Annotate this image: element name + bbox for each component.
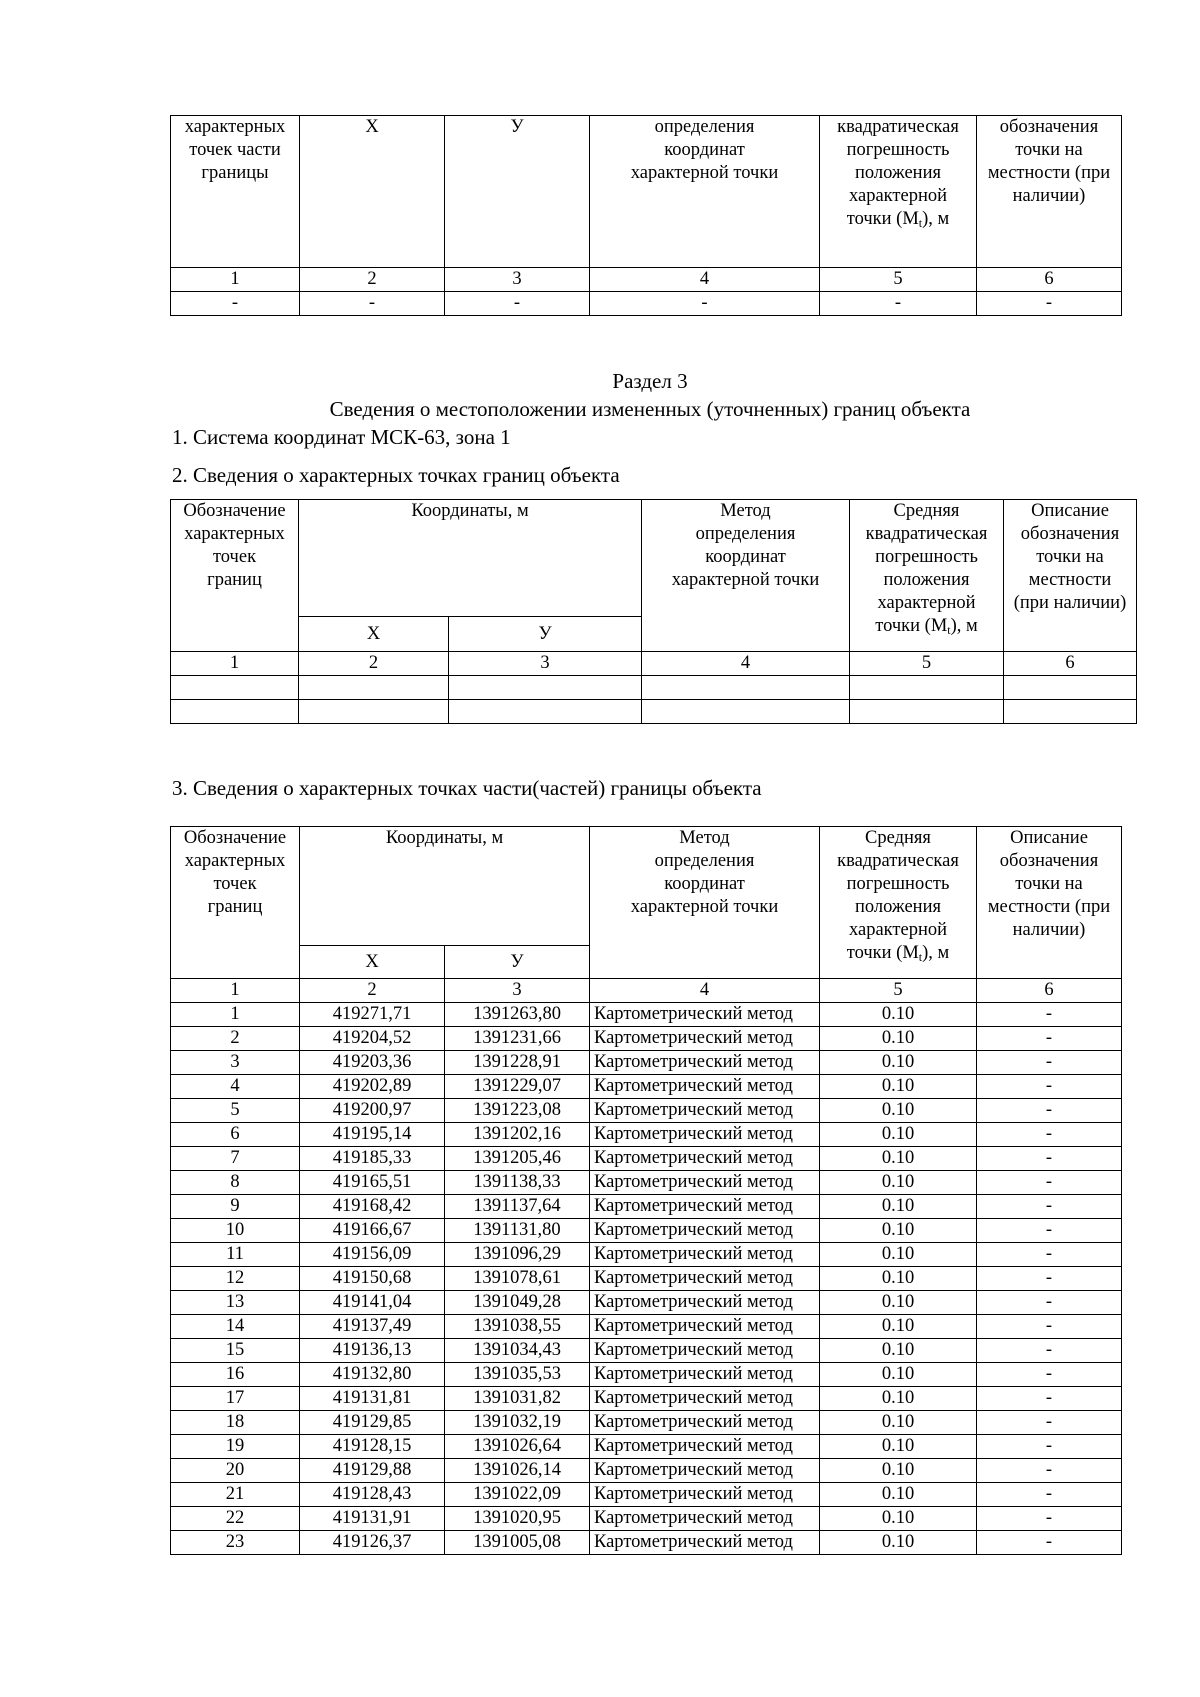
table-cell: - [445,292,590,316]
col-number: 5 [820,268,977,292]
table-row [171,1123,1122,1147]
table-cell: 1391131,80 [445,1219,590,1243]
table-cell: 0.10 [820,1483,977,1507]
table-row [171,1099,1122,1123]
table-row [171,1003,1122,1027]
table-cell: 1391223,08 [445,1099,590,1123]
table-cell: 0.10 [820,1459,977,1483]
part-boundary-points-heading: 3. Сведения о характерных точках части(частей) границы объекта [172,776,762,800]
header-x: Х [300,116,445,268]
table-cell: Картометрический метод [590,1315,820,1339]
table-cell: Картометрический метод [590,1507,820,1531]
table-row [171,1267,1122,1291]
table-cell: - [590,292,820,316]
table-1-col-numbers [171,268,1122,292]
header-x: Х [299,617,449,652]
table-cell: 1391022,09 [445,1483,590,1507]
table-cell: Картометрический метод [590,1291,820,1315]
table-cell: 419132,80 [300,1363,445,1387]
col-number: 2 [300,268,445,292]
header-error: Средняя квадратическая погрешность положения характерной точки $(M_t)$, м [820,827,977,979]
table-cell: 1391078,61 [445,1267,590,1291]
table-cell: - [171,292,300,316]
header-method: Метод определения координат характерной точки [642,500,850,652]
col-number: 1 [171,268,300,292]
col-number: 4 [590,979,820,1003]
table-row [171,1075,1122,1099]
table-cell: Картометрический метод [590,1243,820,1267]
table-cell: 0.10 [820,1075,977,1099]
header-description: обозначения точки на местности (при наличии) [977,116,1122,268]
table-cell: 419204,52 [300,1027,445,1051]
table-cell: 1391231,66 [445,1027,590,1051]
header-designation: Обозначение характерных точек границ [171,500,299,652]
table-cell: 0.10 [820,1531,977,1555]
table-row [171,1531,1122,1555]
header-description: Описание обозначения точки на местности (при наличии) [1004,500,1137,652]
table-cell: Картометрический метод [590,1339,820,1363]
table-cell: 0.10 [820,1171,977,1195]
header-designation: Обозначение характерных точек границ [171,827,300,979]
table-cell: 17 [171,1387,300,1411]
table-cell: - [977,1171,1122,1195]
table-cell: 419131,81 [300,1387,445,1411]
col-number: 3 [445,268,590,292]
table-row [171,1435,1122,1459]
col-number: 4 [590,268,820,292]
table-cell: - [977,1003,1122,1027]
table-cell: 0.10 [820,1339,977,1363]
header-method: определения координат характерной точки [590,116,820,268]
col-number: 3 [445,979,590,1003]
table-cell: 1391096,29 [445,1243,590,1267]
table-cell: - [977,1099,1122,1123]
table-cell: - [977,1291,1122,1315]
table-cell: Картометрический метод [590,1075,820,1099]
table-cell: 14 [171,1315,300,1339]
table-cell: 419166,67 [300,1219,445,1243]
table-cell: 0.10 [820,1387,977,1411]
table-cell: 419131,91 [300,1507,445,1531]
table-cell: - [977,1531,1122,1555]
table-cell: 419168,42 [300,1195,445,1219]
table-cell: Картометрический метод [590,1363,820,1387]
table-cell: 419129,85 [300,1411,445,1435]
table-row [171,1507,1122,1531]
table-cell: 419195,14 [300,1123,445,1147]
table-row [171,1027,1122,1051]
table-cell: 1391035,53 [445,1363,590,1387]
table-cell: 3 [171,1051,300,1075]
table-cell: Картометрический метод [590,1027,820,1051]
table-row [171,1459,1122,1483]
table-cell: 419165,51 [300,1171,445,1195]
table-cell: - [977,1435,1122,1459]
table-row [171,1243,1122,1267]
table-cell: - [977,1387,1122,1411]
table-cell: 1391229,07 [445,1075,590,1099]
table-cell: Картометрический метод [590,1099,820,1123]
table-cell: 419136,13 [300,1339,445,1363]
table-row [171,1483,1122,1507]
table-cell: - [977,1051,1122,1075]
table-cell: - [977,1243,1122,1267]
table-cell: - [977,1459,1122,1483]
table-cell: 1391038,55 [445,1315,590,1339]
table-cell: 2 [171,1027,300,1051]
table-cell: 419200,97 [300,1099,445,1123]
table-cell: 1391005,08 [445,1531,590,1555]
table-3-part-boundary-points [170,826,1122,1555]
table-cell: 8 [171,1171,300,1195]
table-cell: 1391049,28 [445,1291,590,1315]
table-cell: 419271,71 [300,1003,445,1027]
header-designation: характерных точек части границы [171,116,300,268]
header-description: Описание обозначения точки на местности (при наличии) [977,827,1122,979]
table-cell: 0.10 [820,1147,977,1171]
table-cell: 11 [171,1243,300,1267]
table-cell: 9 [171,1195,300,1219]
table-cell: 5 [171,1099,300,1123]
table-cell: 0.10 [820,1267,977,1291]
table-cell: Картометрический метод [590,1195,820,1219]
table-cell: - [977,1027,1122,1051]
header-x: Х [300,946,445,979]
table-cell: - [977,1267,1122,1291]
table-cell: 0.10 [820,1219,977,1243]
col-number: 5 [850,652,1004,676]
table-cell: Картометрический метод [590,1003,820,1027]
table-cell: 0.10 [820,1411,977,1435]
table-cell: 1391205,46 [445,1147,590,1171]
table-cell: 419128,43 [300,1483,445,1507]
table-cell: 1 [171,1003,300,1027]
table-cell: Картометрический метод [590,1483,820,1507]
table-cell: 0.10 [820,1435,977,1459]
table-cell: Картометрический метод [590,1219,820,1243]
table-cell: - [977,1363,1122,1387]
table-cell: 23 [171,1531,300,1555]
table-cell: 1391020,95 [445,1507,590,1531]
table-row [171,1291,1122,1315]
header-y: У [445,946,590,979]
table-cell: Картометрический метод [590,1267,820,1291]
table-row [171,1363,1122,1387]
table-cell: 419156,09 [300,1243,445,1267]
table-cell: Картометрический метод [590,1147,820,1171]
table-cell: 21 [171,1483,300,1507]
table-cell: - [977,1339,1122,1363]
table-cell: - [977,1219,1122,1243]
table-cell: 419203,36 [300,1051,445,1075]
table-cell: 0.10 [820,1099,977,1123]
table-row [171,1171,1122,1195]
col-number: 6 [1004,652,1137,676]
table-cell: 0.10 [820,1123,977,1147]
table-cell: Картометрический метод [590,1387,820,1411]
table-cell: 19 [171,1435,300,1459]
table-cell: 419202,89 [300,1075,445,1099]
header-y: У [445,116,590,268]
table-cell: Картометрический метод [590,1123,820,1147]
table-row [171,1339,1122,1363]
header-error: квадратическая погрешность положения характерной точки $(M_t)$, м [820,116,977,268]
table-3-body [171,1003,1122,1555]
table-row [171,1411,1122,1435]
table-cell: - [977,1075,1122,1099]
table-3-header-row [171,827,1122,946]
table-cell: - [977,1195,1122,1219]
col-number: 2 [300,979,445,1003]
table-cell: 419141,04 [300,1291,445,1315]
table-row [171,1051,1122,1075]
table-row [171,1219,1122,1243]
table-cell: 419185,33 [300,1147,445,1171]
table-cell: 0.10 [820,1003,977,1027]
table-cell: 20 [171,1459,300,1483]
table-cell: 1391263,80 [445,1003,590,1027]
table-cell: 10 [171,1219,300,1243]
table-2-header-row [171,500,1137,617]
table-cell: - [977,1411,1122,1435]
table-cell: - [977,1483,1122,1507]
table-cell: Картометрический метод [590,1171,820,1195]
coordinate-system-line: 1. Система координат МСК-63, зона 1 [172,425,511,449]
header-error: Средняя квадратическая погрешность положения характерной точки $(M_t)$, м [850,500,1004,652]
col-number: 1 [171,979,300,1003]
table-cell: 0.10 [820,1243,977,1267]
table-cell: 419128,15 [300,1435,445,1459]
table-cell: - [977,292,1122,316]
table-cell: 22 [171,1507,300,1531]
table-cell: 419137,49 [300,1315,445,1339]
table-cell: 16 [171,1363,300,1387]
col-number: 2 [299,652,449,676]
table-cell: - [977,1507,1122,1531]
table-row [171,292,1122,316]
table-cell: 419150,68 [300,1267,445,1291]
table-cell: Картометрический метод [590,1459,820,1483]
header-y: У [449,617,642,652]
header-coordinates: Координаты, м [300,827,590,946]
table-3-col-numbers [171,979,1122,1003]
table-cell: Картометрический метод [590,1531,820,1555]
table-cell: 1391026,14 [445,1459,590,1483]
table-1-continuation [170,115,1122,316]
table-row [171,1147,1122,1171]
table-cell: 1391031,82 [445,1387,590,1411]
table-cell: Картометрический метод [590,1435,820,1459]
table-cell: 18 [171,1411,300,1435]
section-subtitle: Сведения о местоположении измененных (уточненных) границ объекта [329,397,971,421]
table-cell: 0.10 [820,1507,977,1531]
table-2-col-numbers [171,652,1137,676]
table-cell: 0.10 [820,1195,977,1219]
table-cell: 1391202,16 [445,1123,590,1147]
col-number: 4 [642,652,850,676]
table-cell: 0.10 [820,1363,977,1387]
section-title: Раздел 3 [612,369,688,393]
table-row [171,1195,1122,1219]
table-cell: 7 [171,1147,300,1171]
header-method: Метод определения координат характерной точки [590,827,820,979]
header-coordinates: Координаты, м [299,500,642,617]
table-cell: 0.10 [820,1315,977,1339]
table-cell: - [820,292,977,316]
col-number: 5 [820,979,977,1003]
table-cell: 1391138,33 [445,1171,590,1195]
table-row-empty [171,676,1137,700]
table-cell: 6 [171,1123,300,1147]
table-cell: - [300,292,445,316]
col-number: 1 [171,652,299,676]
table-cell: 13 [171,1291,300,1315]
table-cell: 15 [171,1339,300,1363]
table-cell: - [977,1147,1122,1171]
table-cell: 1391228,91 [445,1051,590,1075]
table-cell: 1391034,43 [445,1339,590,1363]
col-number: 3 [449,652,642,676]
table-cell: Картометрический метод [590,1411,820,1435]
table-cell: 1391026,64 [445,1435,590,1459]
table-row-empty [171,700,1137,724]
table-cell: 0.10 [820,1027,977,1051]
table-cell: 4 [171,1075,300,1099]
col-number: 6 [977,979,1122,1003]
table-cell: - [977,1315,1122,1339]
table-1-header-row [171,116,1122,268]
boundary-points-heading: 2. Сведения о характерных точках границ объекта [172,463,620,487]
table-cell: 0.10 [820,1291,977,1315]
table-cell: 1391137,64 [445,1195,590,1219]
col-number: 6 [977,268,1122,292]
table-2-boundary-points [170,499,1137,724]
table-cell: 1391032,19 [445,1411,590,1435]
table-cell: 419126,37 [300,1531,445,1555]
table-cell: - [977,1123,1122,1147]
table-cell: 419129,88 [300,1459,445,1483]
table-cell: 12 [171,1267,300,1291]
table-cell: 0.10 [820,1051,977,1075]
table-cell: Картометрический метод [590,1051,820,1075]
table-row [171,1387,1122,1411]
table-row [171,1315,1122,1339]
